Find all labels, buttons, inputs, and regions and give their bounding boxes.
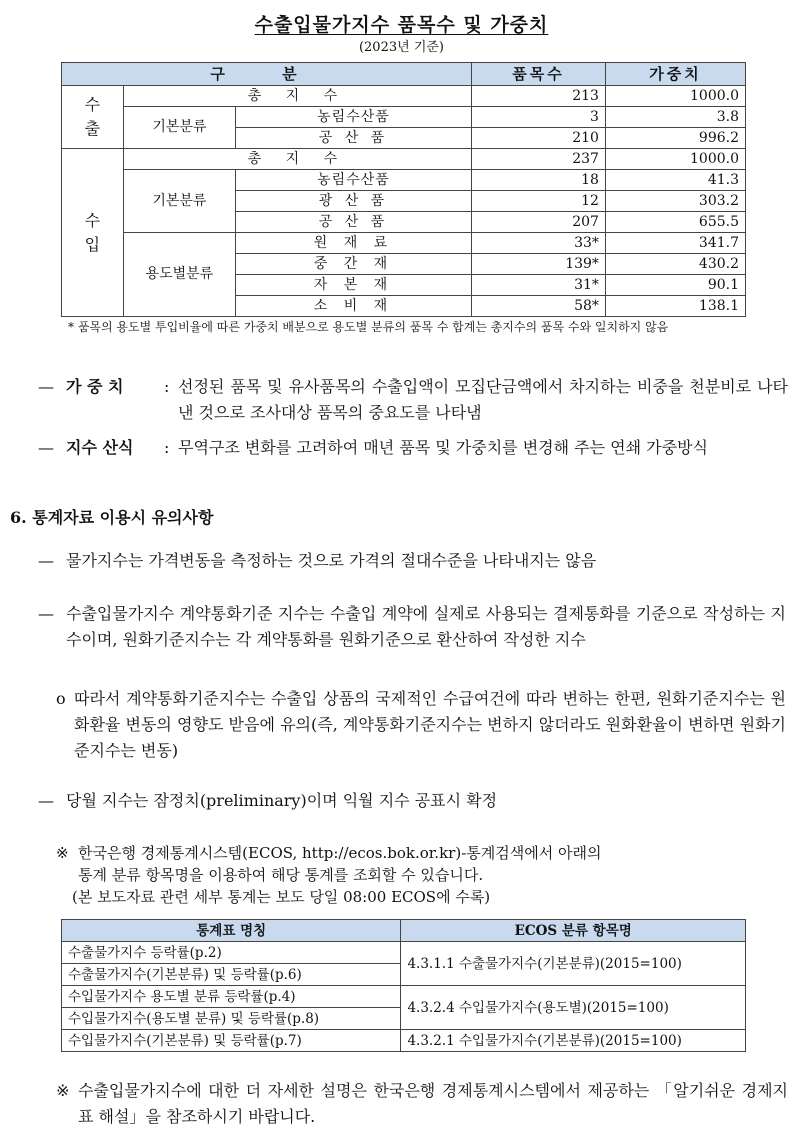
notice-text: 당월 지수는 잠정치(preliminary)이며 익월 지수 공표시 확정	[66, 791, 498, 810]
export-total-items: 213	[472, 86, 606, 107]
notice-text: 따라서 계약통화기준지수는 수출입 상품의 국제적인 수급여건에 따라 변하는 한편, 원화기준지수는 원화환율 변동의 영향도 받음에 유의(즉, 계약통화기준지수는 변하지 않더라도 원화환율이 변하면 원화기준지수는 변동)	[74, 689, 786, 760]
notice-text: 물가지수는 가격변동을 측정하는 것으로 가격의 절대수준을 나타내지는 않음	[66, 551, 597, 570]
ecos-table-name: 수입물가지수(용도별 분류) 및 등락률(p.8)	[62, 1008, 401, 1030]
table-row	[62, 86, 746, 107]
definition-text: 무역구조 변화를 고려하여 매년 품목 및 가중치를 변경해 주는 연쇄 가중방식	[178, 438, 708, 457]
import-use-1-items: 139*	[472, 254, 606, 275]
ecos-note-line-3: (본 보도자료 관련 세부 통계는 보도 당일 08:00 ECOS에 수록)	[72, 888, 491, 906]
import-basic-1-label: 광 산 품	[235, 191, 471, 212]
definition-colon: :	[164, 377, 170, 396]
definition-colon: :	[164, 438, 170, 457]
definition-term: 지수 산식	[66, 438, 134, 457]
page-title: 수출입물가지수 품목수 및 가중치	[254, 14, 549, 36]
import-use-3-items: 58*	[472, 296, 606, 317]
notice-paragraph-1	[38, 548, 798, 574]
dash-marker: —	[38, 604, 54, 623]
closing-note	[56, 1078, 796, 1134]
export-basic-1-items: 210	[472, 128, 606, 149]
import-total-items: 237	[472, 149, 606, 170]
notice-text: 수출입물가지수 계약통화기준 지수는 수출입 계약에 실제로 사용되는 결제통화를 기준으로 작성하는 지수이며, 원화기준지수는 각 계약통화를 원화기준으로 환산하여 작성한 지수	[66, 604, 786, 649]
ecos-item-name: 4.3.2.4 수입물가지수(용도별)(2015=100)	[401, 986, 746, 1030]
col-header-weight: 가중치	[605, 63, 745, 86]
col-header-table-name: 통계표 명칭	[62, 920, 401, 942]
export-total-weight: 1000.0	[605, 86, 745, 107]
import-label: 수입	[62, 149, 124, 317]
import-use-3-weight: 138.1	[605, 296, 745, 317]
export-basic-0-weight: 3.8	[605, 107, 745, 128]
import-use-0-items: 33*	[472, 233, 606, 254]
dash-marker: —	[38, 551, 54, 570]
table-header-row	[62, 63, 746, 86]
import-use-3-label: 소 비 재	[235, 296, 471, 317]
dash-marker: —	[38, 791, 54, 810]
dash-marker: —	[38, 377, 54, 396]
import-basic-2-label: 공 산 품	[235, 212, 471, 233]
import-use-label: 용도별분류	[123, 233, 235, 317]
table-row	[62, 170, 746, 191]
col-header-items: 품목수	[472, 63, 606, 86]
export-total-label: 총 지 수	[123, 86, 471, 107]
import-use-2-label: 자 본 재	[235, 275, 471, 296]
ecos-table-name: 수출물가지수 등락률(p.2)	[62, 942, 401, 964]
table-row	[62, 233, 746, 254]
import-use-0-weight: 341.7	[605, 233, 745, 254]
import-use-1-label: 중 간 재	[235, 254, 471, 275]
import-basic-2-items: 207	[472, 212, 606, 233]
import-basic-0-weight: 41.3	[605, 170, 745, 191]
closing-note-text: 수출입물가지수에 대한 더 자세한 설명은 한국은행 경제통계시스템에서 제공하는 「알기쉬운 경제지표 해설」을 참조하시기 바랍니다.	[78, 1081, 788, 1126]
import-use-2-items: 31*	[472, 275, 606, 296]
export-basic-1-label: 공 산 품	[235, 128, 471, 149]
table-footnote: * 품목의 용도별 투입비율에 따른 가중치 배분으로 용도별 분류의 품목 수 합계는 총지수의 품목 수와 일치하지 않음	[68, 320, 669, 334]
ecos-table-name: 수입물가지수 용도별 분류 등락률(p.4)	[62, 986, 401, 1008]
table-header-row	[62, 920, 746, 942]
notice-paragraph-3	[56, 686, 801, 766]
import-use-2-weight: 90.1	[605, 275, 745, 296]
table-row	[62, 107, 746, 128]
import-basic-1-weight: 303.2	[605, 191, 745, 212]
definition-text: 선정된 품목 및 유사품목의 수출입액이 모집단금액에서 차지하는 비중을 천분비로 나타낸 것으로 조사대상 품목의 중요도를 나타냄	[178, 377, 788, 422]
col-header-ecos-item: ECOS 분류 항목명	[401, 920, 746, 942]
notice-paragraph-2	[38, 601, 798, 681]
ecos-item-name: 4.3.1.1 수출물가지수(기본분류)(2015=100)	[401, 942, 746, 986]
ecos-note	[56, 842, 796, 912]
export-basic-label: 기본분류	[123, 107, 235, 149]
page-subtitle: (2023년 기준)	[358, 40, 445, 55]
dash-marker: —	[38, 438, 54, 457]
definition-weight	[0, 374, 803, 430]
table-row	[62, 986, 746, 1008]
table-row	[62, 1030, 746, 1052]
import-basic-0-items: 18	[472, 170, 606, 191]
import-use-0-label: 원 재 료	[235, 233, 471, 254]
import-basic-2-weight: 655.5	[605, 212, 745, 233]
import-basic-1-items: 12	[472, 191, 606, 212]
table-row	[62, 942, 746, 964]
note-mark: ※	[56, 1081, 70, 1100]
import-total-weight: 1000.0	[605, 149, 745, 170]
ecos-table	[61, 919, 746, 1052]
import-basic-label: 기본분류	[123, 170, 235, 233]
col-header-category: 구 분	[62, 63, 472, 86]
note-mark: ※	[56, 844, 69, 862]
weights-table	[61, 62, 746, 317]
ecos-table-name: 수출물가지수(기본분류) 및 등락률(p.6)	[62, 964, 401, 986]
ecos-table-name: 수입물가지수(기본분류) 및 등락률(p.7)	[62, 1030, 401, 1052]
import-basic-0-label: 농림수산품	[235, 170, 471, 191]
ecos-item-name: 4.3.2.1 수입물가지수(기본분류)(2015=100)	[401, 1030, 746, 1052]
import-total-label: 총 지 수	[123, 149, 471, 170]
ecos-note-line-2: 통계 분류 항목명을 이용하여 해당 통계를 조회할 수 있습니다.	[78, 866, 484, 884]
definition-term: 가 중 치	[66, 377, 124, 396]
export-basic-0-label: 농림수산품	[235, 107, 471, 128]
table-row	[62, 149, 746, 170]
definition-formula	[0, 435, 803, 491]
notice-paragraph-4	[38, 788, 798, 814]
section-heading: 6. 통계자료 이용시 유의사항	[10, 508, 214, 527]
export-label: 수출	[62, 86, 124, 149]
bullet-marker: o	[56, 689, 66, 708]
import-use-1-weight: 430.2	[605, 254, 745, 275]
export-basic-1-weight: 996.2	[605, 128, 745, 149]
export-basic-0-items: 3	[472, 107, 606, 128]
ecos-note-line-1: 한국은행 경제통계시스템(ECOS, http://ecos.bok.or.kr)-통계검색에서 아래의	[78, 844, 602, 862]
